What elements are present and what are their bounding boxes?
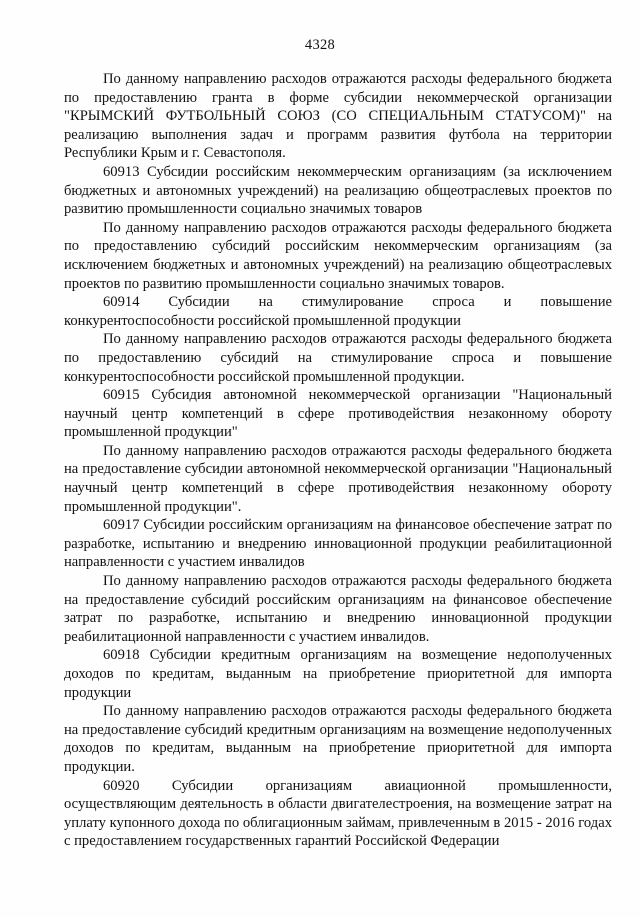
paragraph-60918-description: По данному направлению расходов отражаются расходы федерального бюджета на предоставление субсидий кредитным организациям на возмещение недополученных доходов по кредитам, выданным на приобретение приоритетной для импорта продукции. (64, 703, 612, 775)
paragraph-grant-crimean-football-union: По данному направлению расходов отражаются расходы федерального бюджета по предоставлению гранта в форме субсидии некоммерческой организации "КРЫМСКИЙ ФУТБОЛЬНЫЙ СОЮЗ (СО СПЕЦИАЛЬНЫМ СТАТУСОМ)" на реализацию выполнения задач и программ развития футбола на территории Республики Крым и г. Севастополя. (64, 71, 612, 162)
heading-60914: 60914 Субсидии на стимулирование спроса и повышение конкурентоспособности российской промышленной продукции (64, 294, 612, 329)
paragraph-60917-description: По данному направлению расходов отражаются расходы федерального бюджета на предоставление субсидий российским организациям на финансовое обеспечение затрат по разработке, испытанию и внедрению инновационной продукции реабилитационной направленности с участием инвалидов. (64, 573, 612, 645)
heading-60915: 60915 Субсидия автономной некоммерческой организации "Национальный научный центр компетенций в сфере противодействия незаконному обороту промышленной продукции" (64, 387, 612, 441)
page-number: 4328 (304, 37, 336, 53)
document-body (64, 70, 612, 851)
heading-60917: 60917 Субсидии российским организациям на финансовое обеспечение затрат по разработке, испытанию и внедрению инновационной продукции реабилитационной направленности с участием инвалидов (64, 517, 612, 571)
heading-60913: 60913 Субсидии российским некоммерческим организациям (за исключением бюджетных и автономных учреждений) на реализацию общеотраслевых проектов по развитию промышленности социально значимых товаров (64, 163, 612, 218)
heading-60918: 60918 Субсидии кредитным организациям на возмещение недополученных доходов по кредитам, выданным на приобретение приоритетной для импорта продукции (64, 647, 612, 701)
paragraph-60913-description: По данному направлению расходов отражаются расходы федерального бюджета по предоставлению субсидий российским некоммерческим организациям (за исключением бюджетных и автономных учреждений) на реализацию общеотраслевых проектов по развитию промышленности социально значимых товаров. (64, 219, 612, 292)
heading-60920: 60920 Субсидии организациям авиационной промышленности, осуществляющим деятельность в области двигателестроения, на возмещение затрат на уплату купонного дохода по облигационным займам, привлеченным в 2015 - 2016 годах с предоставлением государственных гарантий Российской Федерации (64, 777, 612, 850)
paragraph-60915-description: По данному направлению расходов отражаются расходы федерального бюджета на предоставление субсидии автономной некоммерческой организации "Национальный научный центр компетенций в сфере противодействия незаконному обороту промышленной продукции". (64, 442, 612, 515)
paragraph-60914-description: По данному направлению расходов отражаются расходы федерального бюджета по предоставлению субсидий на стимулирование спроса и повышение конкурентоспособности российской промышленной продукции. (64, 331, 612, 385)
